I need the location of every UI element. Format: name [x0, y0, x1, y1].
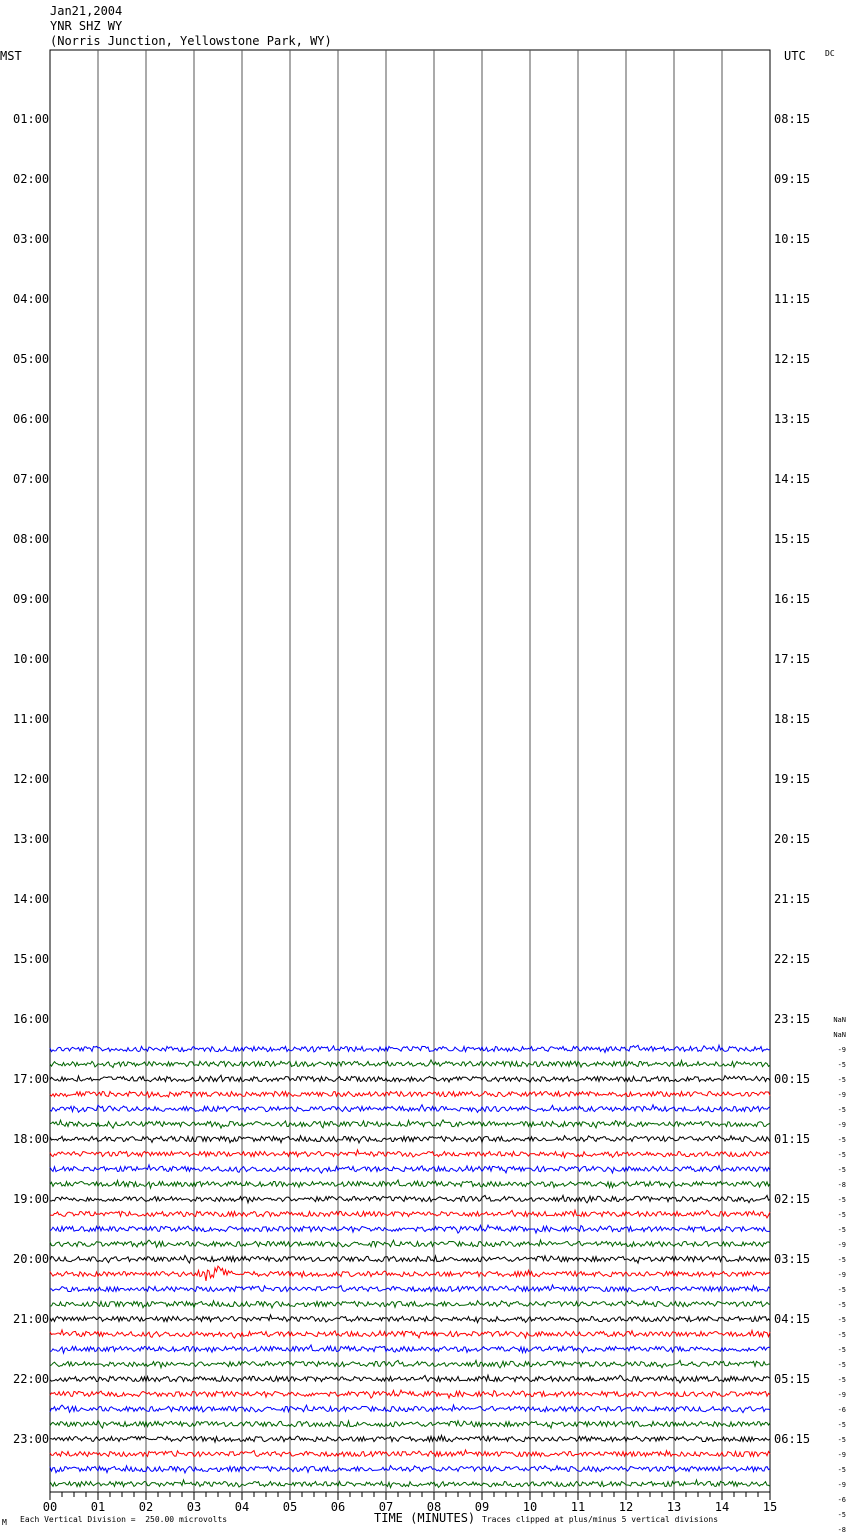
left-hour-label: 14:00 [13, 892, 50, 906]
right-hour-label: 01:15 [774, 1132, 811, 1146]
left-hour-label: 22:00 [13, 1372, 50, 1386]
right-hour-label: 00:15 [774, 1072, 811, 1086]
right-hour-label: 20:15 [774, 832, 811, 846]
row-scale-label: -5 [837, 1076, 846, 1084]
right-hour-label: 03:15 [774, 1252, 811, 1266]
clip-note: Traces clipped at plus/minus 5 vertical divisions [482, 1515, 719, 1524]
left-hour-label: 17:00 [13, 1072, 50, 1086]
x-tick-label: 09 [474, 1500, 490, 1514]
right-hour-label: 17:15 [774, 652, 811, 666]
row-scale-label: -5 [837, 1226, 846, 1234]
row-scale-label: -5 [837, 1106, 846, 1114]
row-scale-label: -5 [837, 1376, 846, 1384]
left-hour-label: 02:00 [13, 172, 50, 186]
row-scale-label: -9 [837, 1241, 846, 1249]
left-hour-label: 03:00 [13, 232, 50, 246]
left-hour-label: 12:00 [13, 772, 50, 786]
seismic-trace [50, 1105, 770, 1113]
left-hour-label: 15:00 [13, 952, 50, 966]
seismic-trace [50, 1345, 770, 1353]
seismic-trace [50, 1420, 770, 1428]
seismic-trace [50, 1390, 770, 1398]
row-scale-label: -5 [837, 1136, 846, 1144]
right-hour-label: 18:15 [774, 712, 811, 726]
seismic-trace [50, 1255, 770, 1263]
x-tick-label: 02 [138, 1500, 154, 1514]
x-tick-label: 15 [762, 1500, 778, 1514]
left-hour-label: 05:00 [13, 352, 50, 366]
row-scale-label: -8 [837, 1181, 846, 1189]
seismic-trace [50, 1405, 770, 1413]
left-hour-label: 07:00 [13, 472, 50, 486]
row-scale-label: -5 [837, 1466, 846, 1474]
right-hour-label: 08:15 [774, 112, 811, 126]
row-scale-label: -6 [837, 1406, 846, 1414]
x-tick-label: 04 [234, 1500, 250, 1514]
row-scale-label: -9 [837, 1046, 846, 1054]
seismic-trace [50, 1120, 770, 1128]
left-hour-label: 23:00 [13, 1432, 50, 1446]
right-hour-label: 11:15 [774, 292, 811, 306]
row-scale-label: -9 [837, 1391, 846, 1399]
row-scale-label: -5 [837, 1211, 846, 1219]
right-hour-label: 13:15 [774, 412, 811, 426]
row-scale-label: NaN [833, 1031, 846, 1039]
right-hour-label: 16:15 [774, 592, 811, 606]
seismic-trace [50, 1195, 770, 1203]
seismic-trace [50, 1225, 770, 1233]
seismic-trace [50, 1301, 770, 1308]
row-scale-label: -9 [837, 1121, 846, 1129]
right-hour-label: 09:15 [774, 172, 811, 186]
row-scale-label: -5 [837, 1361, 846, 1369]
right-hour-label: 10:15 [774, 232, 811, 246]
row-scale-label: -5 [837, 1061, 846, 1069]
right-hour-label: 19:15 [774, 772, 811, 786]
row-scale-label: -9 [837, 1451, 846, 1459]
left-hour-label: 21:00 [13, 1312, 50, 1326]
right-hour-label: 21:15 [774, 892, 811, 906]
seismic-trace [50, 1435, 770, 1442]
right-hour-label: 23:15 [774, 1012, 811, 1026]
x-tick-label: 06 [330, 1500, 346, 1514]
seismic-trace [50, 1165, 770, 1173]
plot-date: Jan21,2004 [50, 4, 123, 18]
left-hour-label: 04:00 [13, 292, 50, 306]
seismic-trace [50, 1180, 770, 1188]
row-scale-label: -5 [837, 1511, 846, 1519]
x-tick-label: 11 [570, 1500, 586, 1514]
footer-mark: M [2, 1518, 7, 1527]
seismic-trace [50, 1466, 770, 1473]
row-scale-label: -5 [837, 1196, 846, 1204]
seismic-trace [50, 1150, 770, 1158]
x-tick-label: 05 [282, 1500, 298, 1514]
seismic-trace [50, 1330, 770, 1338]
left-hour-label: 08:00 [13, 532, 50, 546]
row-scale-label: NaN [833, 1016, 846, 1024]
corner-dc-label: DC [825, 49, 835, 58]
x-tick-label: 08 [426, 1500, 442, 1514]
x-tick-label: 13 [666, 1500, 682, 1514]
left-hour-label: 16:00 [13, 1012, 50, 1026]
x-tick-label: 03 [186, 1500, 202, 1514]
seismic-trace [50, 1075, 770, 1082]
row-scale-label: -5 [837, 1301, 846, 1309]
x-tick-label: 12 [618, 1500, 634, 1514]
row-scale-label: -5 [837, 1346, 846, 1354]
left-hour-label: 01:00 [13, 112, 50, 126]
vertical-division-note: Each Vertical Division = 250.00 microvolts [20, 1515, 228, 1524]
right-hour-label: 04:15 [774, 1312, 811, 1326]
row-scale-label: -8 [837, 1526, 846, 1534]
seismic-trace [50, 1136, 770, 1143]
row-scale-label: -5 [837, 1421, 846, 1429]
x-tick-label: 10 [522, 1500, 538, 1514]
seismic-trace [50, 1060, 770, 1068]
row-scale-label: -5 [837, 1316, 846, 1324]
station-code: YNR SHZ WY [50, 19, 123, 33]
row-scale-label: -5 [837, 1331, 846, 1339]
seismic-trace [50, 1045, 770, 1052]
x-tick-label: 14 [714, 1500, 730, 1514]
left-hour-label: 10:00 [13, 652, 50, 666]
seismic-trace [50, 1315, 770, 1323]
station-location: (Norris Junction, Yellowstone Park, WY) [50, 34, 332, 48]
right-hour-label: 02:15 [774, 1192, 811, 1206]
left-hour-label: 11:00 [13, 712, 50, 726]
row-scale-label: -9 [837, 1091, 846, 1099]
left-hour-label: 13:00 [13, 832, 50, 846]
seismic-trace [50, 1360, 770, 1368]
right-hour-label: 12:15 [774, 352, 811, 366]
left-hour-label: 18:00 [13, 1132, 50, 1146]
right-hour-label: 22:15 [774, 952, 811, 966]
seismic-trace [50, 1450, 770, 1457]
x-tick-label: 01 [90, 1500, 106, 1514]
seismic-trace [50, 1210, 770, 1218]
right-hour-label: 05:15 [774, 1372, 811, 1386]
seismic-trace [50, 1480, 770, 1488]
right-hour-label: 14:15 [774, 472, 811, 486]
left-hour-label: 19:00 [13, 1192, 50, 1206]
row-scale-label: -6 [837, 1496, 846, 1504]
seismic-trace [50, 1375, 770, 1383]
left-timezone-label: MST [0, 49, 22, 63]
row-scale-label: -5 [837, 1286, 846, 1294]
row-scale-label: -5 [837, 1166, 846, 1174]
seismic-trace [50, 1285, 770, 1292]
x-tick-label: 00 [42, 1500, 58, 1514]
row-scale-label: -5 [837, 1436, 846, 1444]
x-tick-label: 07 [378, 1500, 394, 1514]
right-hour-label: 06:15 [774, 1432, 811, 1446]
seismic-trace [50, 1240, 770, 1247]
right-hour-label: 15:15 [774, 532, 811, 546]
right-timezone-label: UTC [784, 49, 806, 63]
seismic-trace [50, 1266, 770, 1281]
seismic-trace [50, 1091, 770, 1097]
row-scale-label: -5 [837, 1151, 846, 1159]
x-axis-title: TIME (MINUTES) [374, 1511, 476, 1525]
left-hour-label: 06:00 [13, 412, 50, 426]
left-hour-label: 09:00 [13, 592, 50, 606]
row-scale-label: -9 [837, 1271, 846, 1279]
row-scale-label: -5 [837, 1256, 846, 1264]
row-scale-label: -9 [837, 1481, 846, 1489]
left-hour-label: 20:00 [13, 1252, 50, 1266]
